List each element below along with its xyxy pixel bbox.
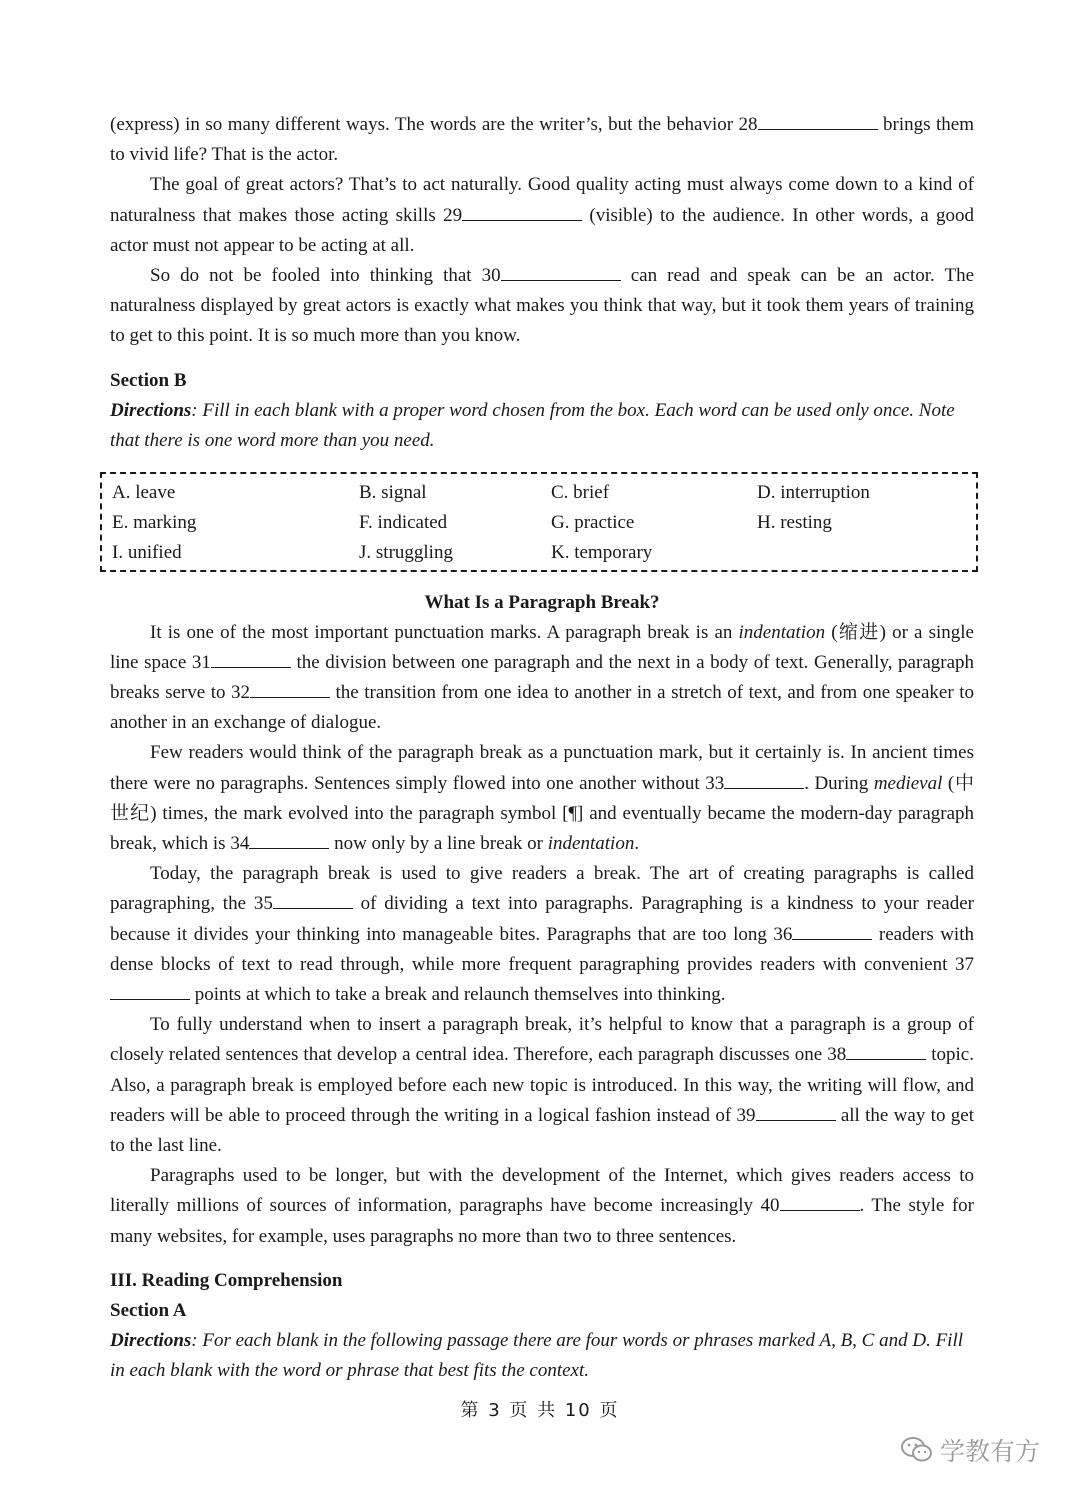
answer-blank-36[interactable]: [792, 921, 872, 940]
passage-paragraph: Paragraphs used to be longer, but with the development of the Internet, which gives readers access to literally millions of sources of information, paragraphs have become increasingly 40 . The style for many websites, for example, uses paragraphs no more than two to three sentences.: [110, 1165, 974, 1247]
answer-blank-30[interactable]: [501, 262, 621, 281]
section-a-directions: Directions: For each blank in the following passage there are four words or phrases marked A, B, C and D. Fill in each blank with the word or phrase that best fits the context.: [110, 1329, 964, 1381]
word-option: J. struggling: [359, 541, 453, 563]
section-b-heading: Section B: [110, 369, 187, 391]
word-option: F. indicated: [359, 511, 448, 533]
exam-page: [110, 110, 974, 1386]
answer-blank-38[interactable]: [846, 1041, 926, 1060]
passage-paragraph: (express) in so many different ways. The words are the writer’s, but the behavior 28 brings them to vivid life? That is the actor.: [110, 110, 974, 170]
section-a-heading: Section A: [110, 1299, 187, 1321]
word-option: I. unified: [112, 541, 182, 563]
answer-blank-34[interactable]: [249, 830, 329, 849]
word-option: E. marking: [112, 511, 197, 533]
watermark-text: 学教有方: [940, 1437, 1041, 1466]
section-b-directions: Directions: Fill in each blank with a proper word chosen from the box. Each word can be used only once. Note that there is one word more than you need.: [110, 399, 955, 451]
answer-blank-29[interactable]: [462, 202, 582, 221]
passage-paragraph: It is one of the most important punctuation marks. A paragraph break is an indentation (缩进) or a single line space 31 the division between one paragraph and the next in a body of text. Generally, paragraph breaks serve to 32 the transition from one idea to another in a stretch of text, and from one speaker to another in an exchange of dialogue.: [110, 621, 975, 734]
answer-blank-28[interactable]: [758, 111, 878, 130]
word-option: K. temporary: [551, 541, 653, 563]
watermark: [900, 1432, 1040, 1468]
word-option: C. brief: [551, 481, 610, 503]
passage-paragraph: Today, the paragraph break is used to give readers a break. The art of creating paragraphs is called paragraphing, the 35 of dividing a text into paragraphs. Paragraphing is a kindness to your reader because it divides your thinking into manageable bites. Paragraphs that are too long 36 readers with dense blocks of text to read through, while more frequent paragraphing provides readers with convenient 37 points at which to take a break and relaunch themselves into thinking.: [110, 863, 974, 1006]
word-bank-box: [100, 472, 978, 572]
answer-blank-32[interactable]: [250, 679, 330, 698]
page-footer: 第 3 页 共 10 页: [460, 1400, 620, 1421]
word-option: H. resting: [757, 511, 832, 533]
passage-title: What Is a Paragraph Break?: [424, 591, 660, 613]
passage-paragraph: To fully understand when to insert a paragraph break, it’s helpful to know that a paragraph is a group of closely related sentences that develop a central idea. Therefore, each paragraph discusses one 38 topic. Also, a paragraph break is employed before each new topic is introduced. In this way, the writing will flow, and readers will be able to proceed through the writing in a logical fashion instead of 39 all the way to get to the last line.: [110, 1014, 974, 1157]
word-option: A. leave: [112, 481, 176, 503]
answer-blank-39[interactable]: [756, 1102, 836, 1121]
answer-blank-40[interactable]: [780, 1192, 860, 1211]
answer-blank-35[interactable]: [273, 890, 353, 909]
word-bank-row: [112, 478, 976, 508]
word-option: [757, 538, 957, 568]
word-bank-row: [112, 538, 976, 568]
answer-blank-37[interactable]: [110, 981, 190, 1000]
answer-blank-31[interactable]: [211, 649, 291, 668]
answer-blank-33[interactable]: [724, 770, 804, 789]
wechat-icon: [900, 1436, 934, 1464]
passage-paragraph: The goal of great actors? That’s to act naturally. Good quality acting must always come down to a kind of naturalness that makes those acting skills 29 (visible) to the audience. In other words, a good actor must not appear to be acting at all.: [110, 174, 975, 256]
part-iii-heading: III. Reading Comprehension: [110, 1269, 343, 1291]
word-option: D. interruption: [757, 481, 870, 503]
word-option: G. practice: [551, 511, 635, 533]
word-bank-row: [112, 508, 976, 538]
passage-paragraph: Few readers would think of the paragraph break as a punctuation mark, but it certainly is. In ancient times there were no paragraphs. Sentences simply flowed into one another without 33 . During medieval (中世纪) times, the mark evolved into the paragraph symbol [¶] and eventually became the modern-day paragraph break, which is 34 now only by a line break or indentation.: [110, 742, 975, 855]
word-option: B. signal: [359, 481, 427, 503]
passage-paragraph: So do not be fooled into thinking that 30 can read and speak can be an actor. The naturalness displayed by great actors is exactly what makes you think that way, but it took them years of training to get to this point. It is so much more than you know.: [110, 261, 974, 352]
